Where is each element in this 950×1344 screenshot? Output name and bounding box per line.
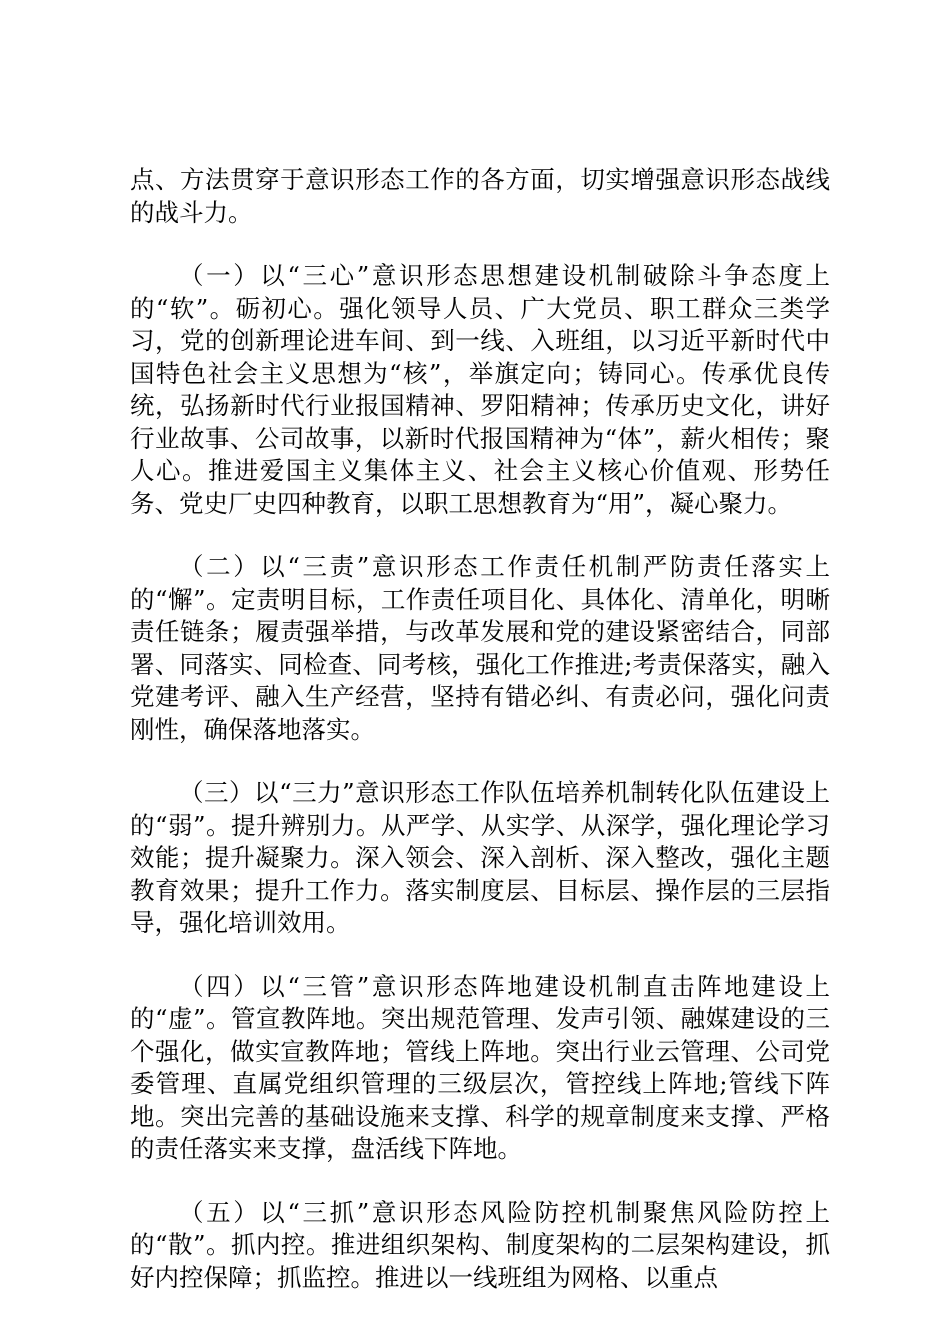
paragraph-intro-continuation: 点、方法贯穿于意识形态工作的各方面，切实增强意识形态战线的战斗力。 [130, 165, 830, 227]
paragraph-section-3: （三）以“三力”意识形态工作队伍培养机制转化队伍建设上的“弱”。提升辨别力。从严学、从实学、从深学，强化理论学习效能；提升凝聚力。深入领会、深入剖析、深入整改，强化主题教育效果；提升工作力。落实制度层、目标层、操作层的三层指导，强化培训效用。 [130, 778, 830, 937]
paragraph-section-5: （五）以“三抓”意识形态风险防控机制聚焦风险防控上的“散”。抓内控。推进组织架构、制度架构的二层架构建设，抓好内控保障；抓监控。推进以一线班组为网格、以重点 [130, 1197, 830, 1292]
document-page [130, 164, 830, 1325]
paragraph-section-2: （二）以“三责”意识形态工作责任机制严防责任落实上的“懈”。定责明目标，工作责任项目化、具体化、清单化，明晰责任链条；履责强举措，与改革发展和党的建设紧密结合，同部署、同落实、同检查、同考核，强化工作推进;考责保落实，融入党建考评、融入生产经营，坚持有错必纠、有责必问，强化问责刚性，确保落地落实。 [130, 552, 830, 744]
paragraph-section-1: （一）以“三心”意识形态思想建设机制破除斗争态度上的“软”。砺初心。强化领导人员、广大党员、职工群众三类学习，党的创新理论进车间、到一线、入班组，以习近平新时代中国特色社会主义思想为“核”，举旗定向；铸同心。传承优良传统，弘扬新时代行业报国精神、罗阳精神；传承历史文化，讲好行业故事、公司故事，以新时代报国精神为“体”，薪火相传；聚人心。推进爱国主义集体主义、社会主义核心价值观、形势任务、党史厂史四种教育，以职工思想教育为“用”，凝心聚力。 [130, 261, 830, 518]
paragraph-section-4: （四）以“三管”意识形态阵地建设机制直击阵地建设上的“虚”。管宣教阵地。突出规范管理、发声引领、融媒建设的三个强化，做实宣教阵地；管线上阵地。突出行业云管理、公司党委管理、直属党组织管理的三级层次，管控线上阵地;管线下阵地。突出完善的基础设施来支撑、科学的规章制度来支撑、严格的责任落实来支撑，盘活线下阵地。 [130, 971, 830, 1163]
